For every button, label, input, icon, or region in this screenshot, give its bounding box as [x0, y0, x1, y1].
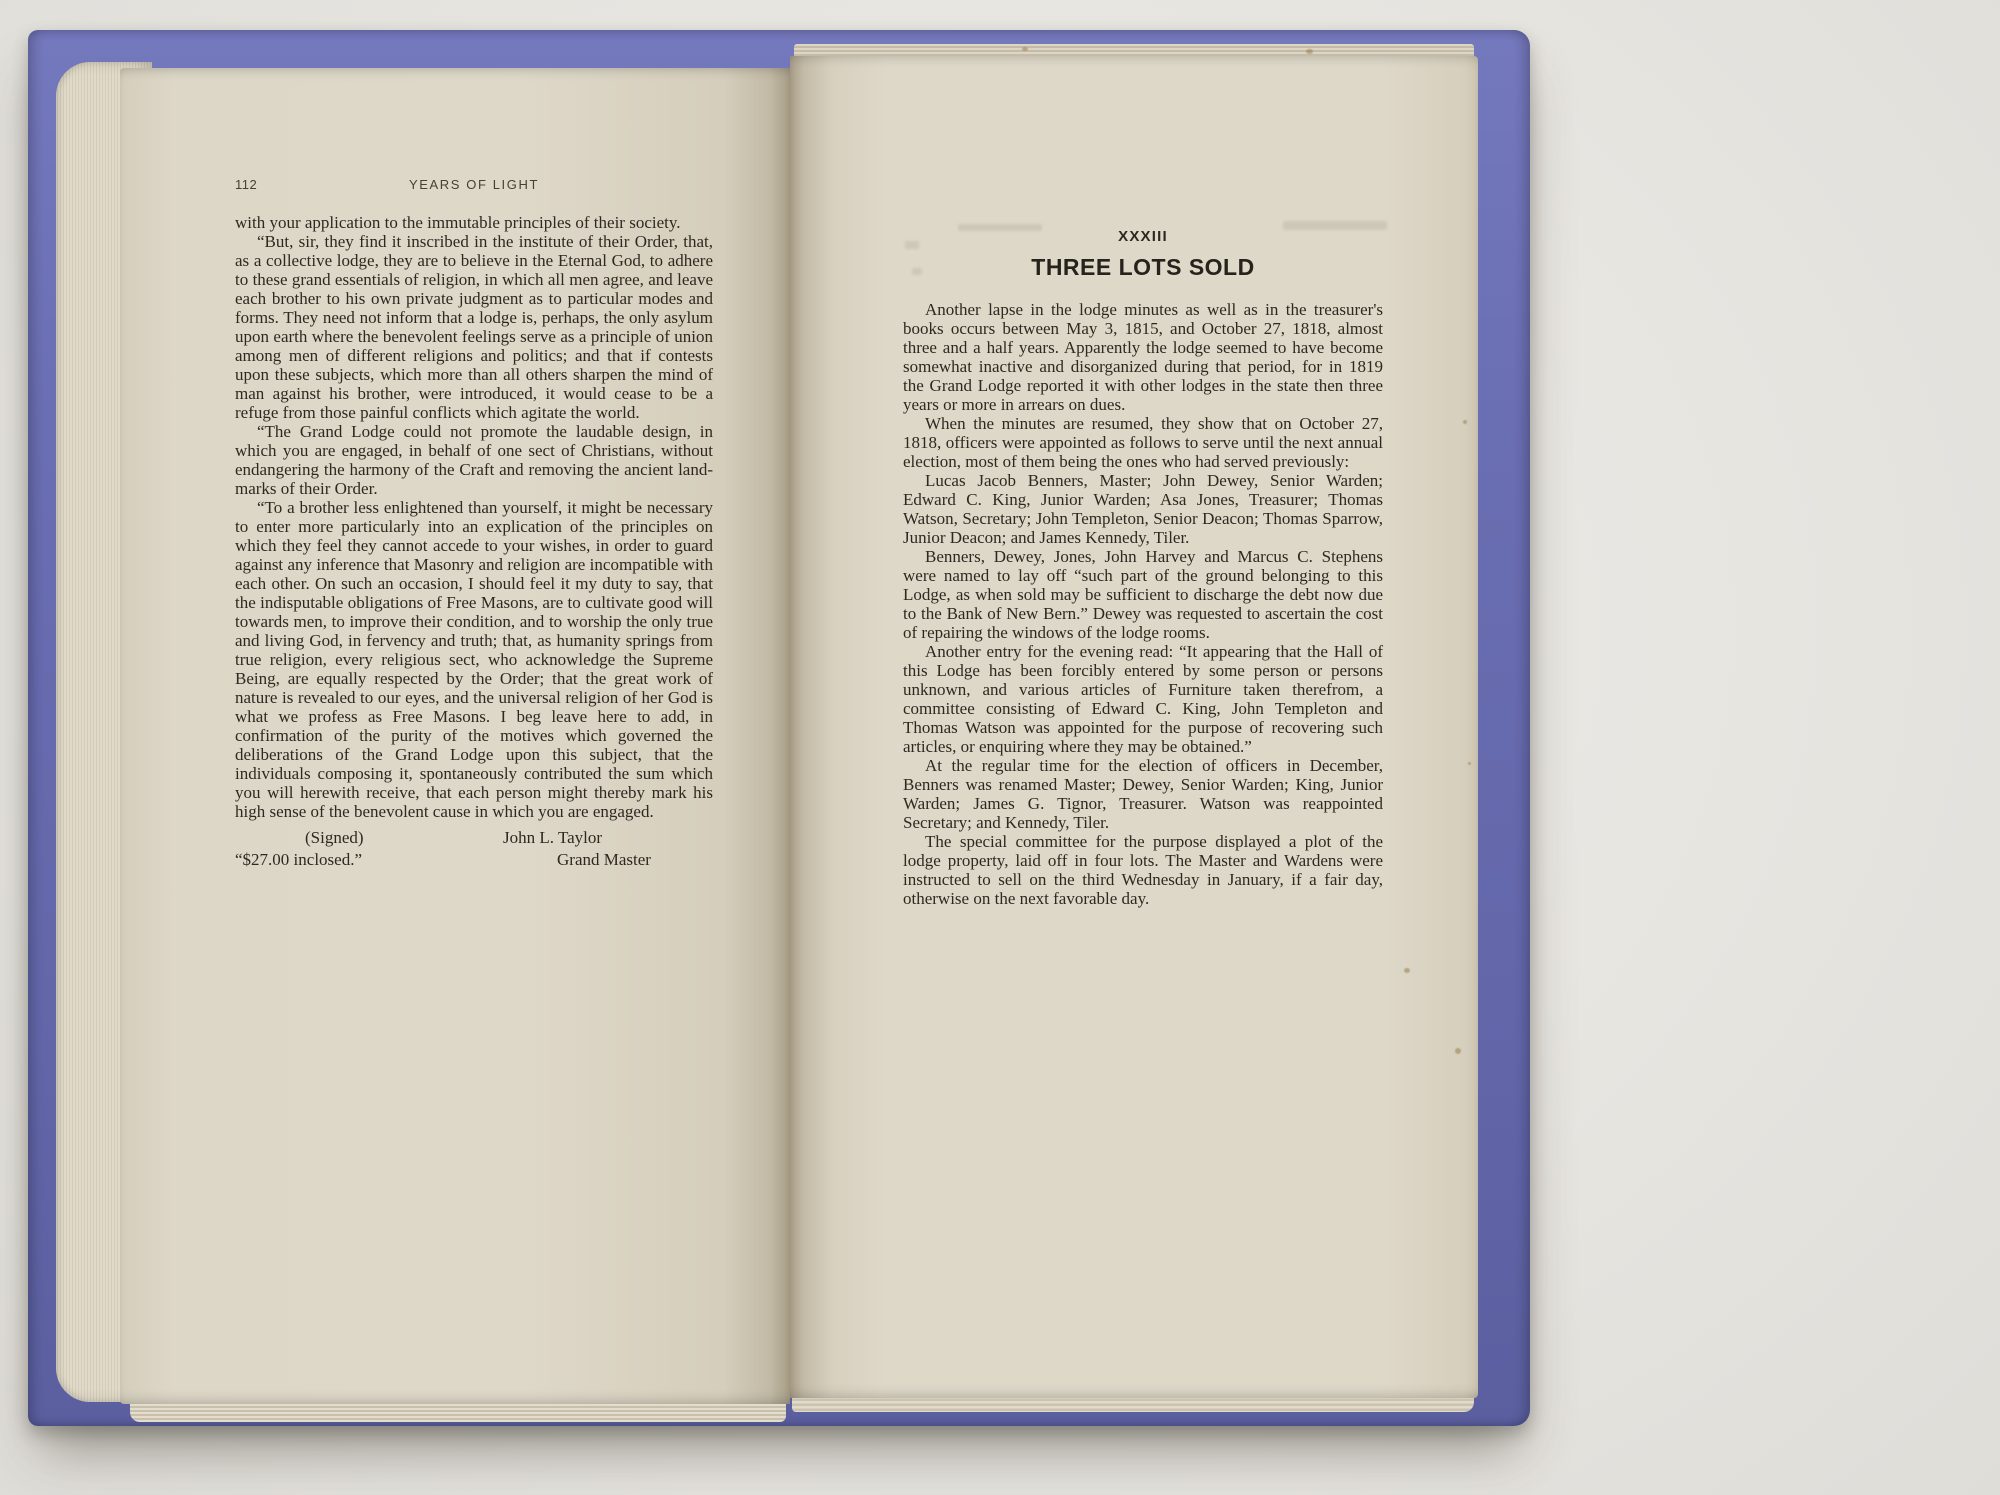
right-page — [790, 56, 1478, 1398]
page-number: 112 — [235, 177, 258, 192]
paragraph: At the regular time for the election of officers in December, Benners was renamed Master; Dewey, Senior Warden; King, Junior Warden; James G. Tignor, Treasurer. Watson was reappointed Secretary; and Kennedy, Tiler. — [903, 756, 1383, 832]
paragraph: “The Grand Lodge could not promote the laudable design, in which you are engaged, in behalf of one sect of Christians, without endangering the harmony of the Craft and removing the ancient land-marks of their Order. — [235, 422, 713, 498]
foxing-spot — [1022, 47, 1028, 51]
foxing-spot — [1468, 762, 1471, 765]
signature-row — [235, 850, 713, 872]
paragraph: with your application to the immutable principles of their society. — [235, 213, 681, 232]
paragraph: When the minutes are resumed, they show that on October 27, 1818, officers were appointed as follows to serve until the next annual election, most of them being the ones who had served previously: — [903, 414, 1383, 471]
foxing-spot — [1463, 420, 1467, 424]
running-title: YEARS OF LIGHT — [408, 177, 540, 192]
signer-title: Grand Master — [557, 850, 651, 869]
show-through-mark — [1283, 221, 1387, 230]
signature-row — [235, 828, 713, 850]
show-through-mark — [912, 268, 922, 275]
signature-block — [235, 828, 713, 872]
foxing-spot — [1455, 1048, 1461, 1054]
left-page-body — [235, 213, 713, 821]
paragraph: “To a brother less enlightened than yourself, it might be necessary to enter more particularly into an explication of the principles on which they feel they cannot accede to your wishes, in order to guard against any inference that Masonry and religion are incompatible with each other. On such an occasion, I should feel it my duty to say, that the indisputable obligations of Free Masons, are to cultivate good will towards men, to improve their condition, and to worship the only true and living God, in fervency and truth; that, as humanity springs from true religion, every religious sect, who acknowledge the Supreme Being, are equally respected by the Order; that the great work of nature is revealed to our eyes, and the universal religion of her God is what we profess as Free Masons. I beg leave here to add, in confirmation of the purity of the motives which governed the deliberations of the Grand Lodge upon this subject, that the individuals composing it, spontaneously contributed the sum which you will herewith receive, that each person might thereby mark his high sense of the benevolent cause in which you are engaged. — [235, 498, 713, 821]
show-through-mark — [958, 224, 1042, 231]
right-page-body — [903, 300, 1383, 908]
signed-label: (Signed) — [305, 828, 364, 847]
paragraph: “But, sir, they find it inscribed in the institute of their Order, that, as a collective lodge, they are to believe in the Eternal God, to adhere to these grand essentials of religion, in which all men agree, and leave each brother to his own private judgment as to particular modes and forms. They need not inform that a lodge is, perhaps, the only asylum upon earth where the benevolent feelings serve as a principle of union among men of different religions and politics; and that if contests upon these subjects, which more than all others sharpen the mind of man against his brother, were introduced, it would cease to be a refuge from those painful conflicts which agitate the world. — [235, 232, 713, 422]
show-through-mark — [905, 241, 919, 249]
paragraph: Another entry for the evening read: “It appearing that the Hall of this Lodge has been forcibly entered by some person or persons unknown, and various articles of Furniture taken therefrom, a committee consisting of Edward C. King, John Templeton and Thomas Watson was appointed for the purpose of recovering such articles, or enquiring where they may be obtained.” — [903, 642, 1383, 756]
paragraph: Another lapse in the lodge minutes as well as in the treasurer's books occurs between May 3, 1815, and October 27, 1818, almost three and a half years. Apparently the lodge seemed to have become somewhat inactive and disorganized during that period, for in 1819 the Grand Lodge reported it with other lodges in the state then three years or more in arrears on dues. — [903, 300, 1383, 414]
page-edges-bottom-right — [792, 1396, 1474, 1412]
left-page — [120, 68, 790, 1404]
paragraph: The special committee for the purpose displayed a plot of the lodge property, laid off in four lots. The Master and Wardens were instructed to sell on the third Wednesday in January, if a fair day, otherwise on the next favorable day. — [903, 832, 1383, 908]
chapter-number: XXXIII — [1118, 228, 1168, 245]
chapter-title: THREE LOTS SOLD — [1031, 254, 1255, 280]
enclosure-note: “$27.00 inclosed.” — [235, 850, 362, 869]
signer-name: John L. Taylor — [503, 828, 603, 847]
right-page-text-block — [903, 228, 1383, 908]
paragraph: Benners, Dewey, Jones, John Harvey and Marcus C. Stephens were named to lay off “such part of the ground belonging to this Lodge, as when sold may be sufficient to discharge the debt now due to the Bank of New Bern.” Dewey was requested to ascertain the cost of repairing the windows of the lodge rooms. — [903, 547, 1383, 642]
paragraph: Lucas Jacob Benners, Master; John Dewey, Senior Warden; Edward C. King, Junior Warden; Asa Jones, Treasurer; Thomas Watson, Secretary; John Templeton, Senior Deacon; Thomas Sparrow, Junior Deacon; and James Kennedy, Tiler. — [903, 471, 1383, 547]
running-header-row — [235, 176, 713, 196]
foxing-spot — [1404, 968, 1410, 973]
left-page-text-block — [235, 176, 713, 872]
foxing-spot — [1306, 49, 1313, 54]
